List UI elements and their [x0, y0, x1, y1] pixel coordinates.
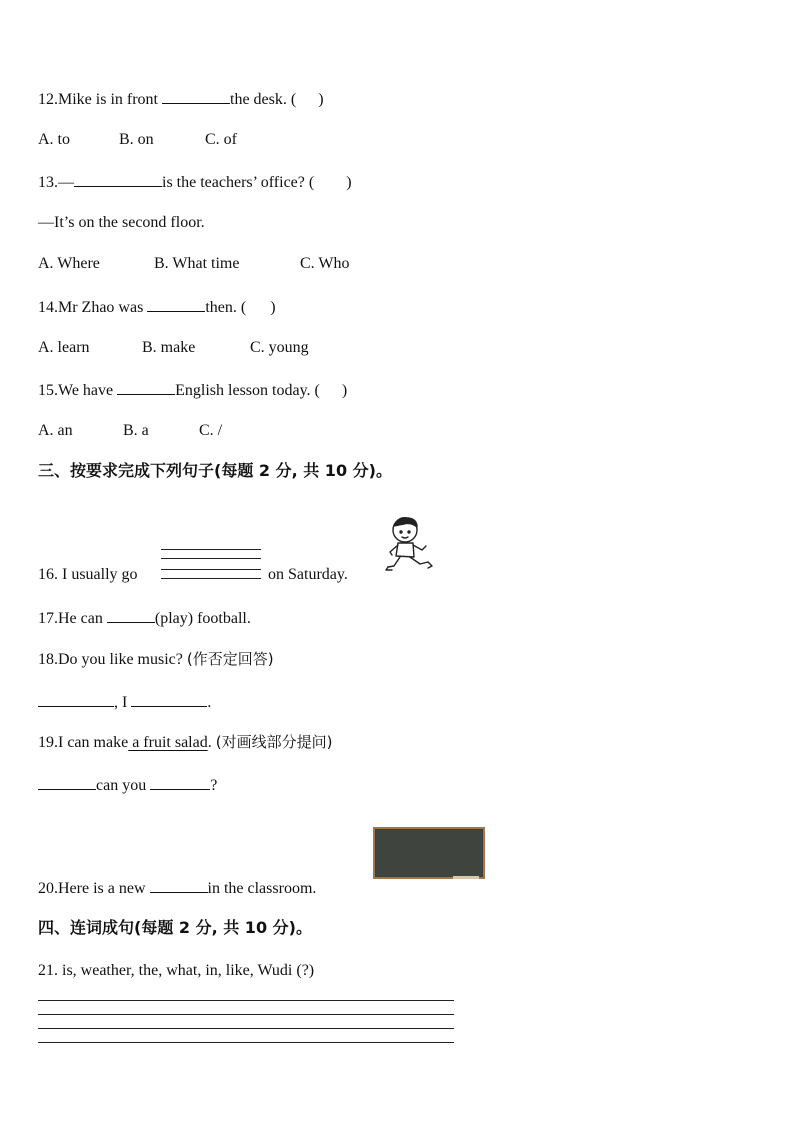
- answer-blank[interactable]: [107, 607, 155, 623]
- option-c[interactable]: C. young: [250, 339, 309, 356]
- writing-line[interactable]: [161, 578, 261, 579]
- question-14: 14.Mr Zhao was then. ( ): [38, 296, 276, 318]
- writing-line[interactable]: [38, 1042, 454, 1043]
- answer-blank[interactable]: [131, 691, 207, 707]
- answer-blank[interactable]: [38, 774, 96, 790]
- option-a[interactable]: A. to: [38, 131, 70, 148]
- question-15: 15.We have English lesson today. ( ): [38, 379, 347, 401]
- option-b[interactable]: B. make: [142, 339, 196, 356]
- question-21: 21. is, weather, the, what, in, like, Wudi (?): [38, 962, 315, 979]
- question-19-answer: can you ?: [38, 774, 217, 796]
- option-b[interactable]: B. a: [123, 422, 149, 439]
- option-a[interactable]: A. learn: [38, 339, 90, 356]
- writing-line[interactable]: [161, 558, 261, 559]
- writing-line[interactable]: [38, 1000, 454, 1001]
- options-14: [38, 338, 309, 358]
- answer-blank[interactable]: [162, 88, 230, 104]
- question-13-response: —It’s on the second floor.: [38, 214, 205, 231]
- question-19: 19.I can make a fruit salad. (对画线部分提问): [38, 733, 333, 751]
- question-17: 17.He can (play) football.: [38, 607, 251, 629]
- underlined-phrase: a fruit salad: [128, 734, 208, 751]
- option-a[interactable]: A. an: [38, 422, 73, 439]
- answer-blank[interactable]: [74, 171, 162, 187]
- answer-blank[interactable]: [117, 379, 175, 395]
- writing-line[interactable]: [38, 1028, 454, 1029]
- option-b[interactable]: B. on: [119, 131, 154, 148]
- question-12: 12.Mike is in front the desk. ( ): [38, 88, 324, 110]
- answer-blank[interactable]: [147, 296, 205, 312]
- answer-blank[interactable]: [38, 691, 114, 707]
- question-20: 20.Here is a new in the classroom.: [38, 877, 316, 899]
- option-a[interactable]: A. Where: [38, 255, 100, 272]
- option-c[interactable]: C. of: [205, 131, 237, 148]
- section-4-title: 四、连词成句(每题 2 分, 共 10 分)。: [38, 918, 312, 937]
- answer-blank[interactable]: [150, 774, 210, 790]
- options-13: [38, 254, 349, 274]
- option-c[interactable]: C. Who: [300, 255, 350, 272]
- section-3-title: 三、按要求完成下列句子(每题 2 分, 共 10 分)。: [38, 461, 392, 480]
- running-boy-icon: [384, 512, 440, 580]
- question-13: 13.— is the teachers’ office? ( ): [38, 171, 352, 193]
- option-b[interactable]: B. What time: [154, 255, 240, 272]
- answer-blank[interactable]: [150, 877, 208, 893]
- question-18: 18.Do you like music? (作否定回答): [38, 650, 274, 668]
- writing-line[interactable]: [161, 549, 261, 550]
- options-15: [38, 421, 222, 441]
- question-16: 16. I usually go: [38, 566, 138, 583]
- question-18-answer: , I .: [38, 691, 211, 713]
- writing-line[interactable]: [161, 569, 261, 570]
- options-12: [38, 130, 237, 150]
- blackboard-icon: [373, 827, 485, 883]
- option-c[interactable]: C. /: [199, 422, 223, 439]
- writing-line[interactable]: [38, 1014, 454, 1015]
- question-16-end: on Saturday.: [268, 566, 348, 583]
